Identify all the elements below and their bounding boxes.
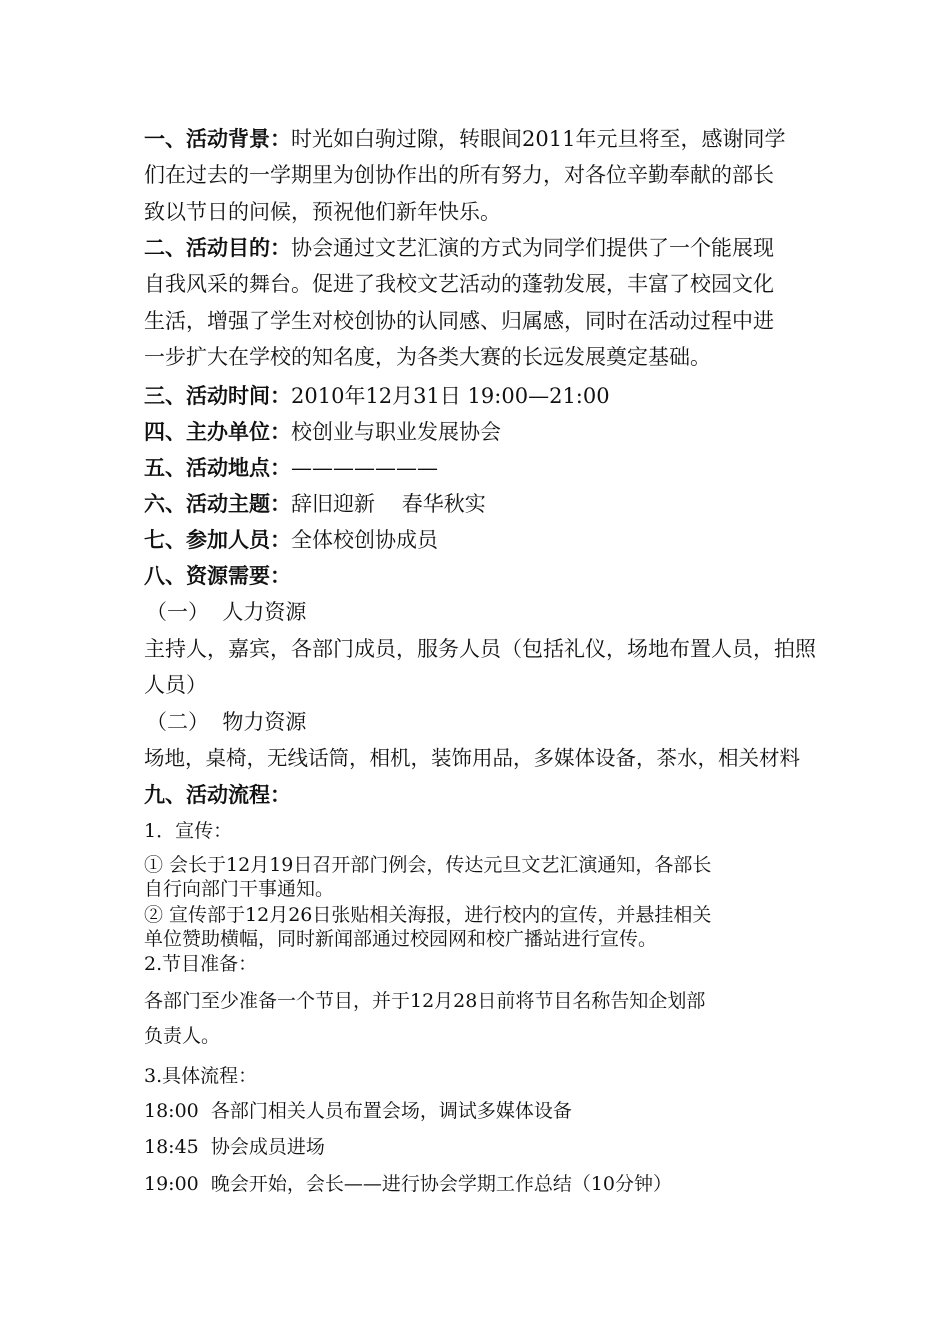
schedule-item-1: 18:00 各部门相关人员布置会场，调试多媒体设备: [144, 1100, 572, 1122]
goal-line-2: 自我风采的舞台。促进了我校文艺活动的蓬勃发展，丰富了校园文化: [144, 272, 774, 296]
theme-text: 辞旧迎新 春华秋实: [291, 492, 486, 516]
host-text: 校创业与职业发展协会: [291, 420, 501, 444]
goal-line-4: 一步扩大在学校的知名度，为各类大赛的长远发展奠定基础。: [144, 345, 711, 369]
background-line-1: [144, 125, 816, 153]
goal-heading: 二、活动目的：: [144, 236, 291, 260]
goal-line-1: [144, 234, 816, 262]
theme-line: [144, 490, 816, 518]
host-line: [144, 418, 816, 446]
people-heading: 七、参加人员：: [144, 528, 291, 552]
schedule-title: 3.具体流程：: [144, 1065, 258, 1087]
publicity-item-2a: ② 宣传部于12月26日张贴相关海报，进行校内的宣传，并悬挂相关: [144, 904, 712, 926]
place-text: ———————: [291, 456, 438, 480]
people-text: 全体校创协成员: [291, 528, 438, 552]
program-prep-title: 2.节目准备：: [144, 953, 258, 975]
program-prep-line-1: 各部门至少准备一个节目，并于12月28日前将节目名称告知企划部: [144, 990, 706, 1012]
place-line: [144, 454, 816, 482]
resources-heading: 八、资源需要：: [144, 564, 291, 588]
human-resources-title: （一） 人力资源: [146, 600, 307, 624]
theme-heading: 六、活动主题：: [144, 492, 291, 516]
material-resources-title: （二） 物力资源: [146, 710, 307, 734]
human-resources-line-2: 人员）: [144, 673, 207, 697]
publicity-item-2b: 单位赞助横幅，同时新闻部通过校园网和校广播站进行宣传。: [144, 928, 658, 950]
background-text: 时光如白驹过隙，转眼间2011年元旦将至，感谢同学: [291, 127, 786, 151]
people-line: [144, 526, 816, 554]
host-heading: 四、主办单位：: [144, 420, 291, 444]
time-heading: 三、活动时间：: [144, 384, 291, 408]
human-resources-line-1: 主持人，嘉宾，各部门成员，服务人员（包括礼仪，场地布置人员，拍照: [144, 637, 816, 661]
goal-text: 协会通过文艺汇演的方式为同学们提供了一个能展现: [291, 236, 774, 260]
time-line: [144, 382, 816, 410]
background-line-2: 们在过去的一学期里为创协作出的所有努力，对各位辛勤奉献的部长: [144, 163, 774, 187]
background-heading: 一、活动背景：: [144, 127, 291, 151]
background-line-3: 致以节日的问候，预祝他们新年快乐。: [144, 200, 501, 224]
schedule-item-2: 18:45 协会成员进场: [144, 1136, 325, 1158]
schedule-item-3: 19:00 晚会开始，会长——进行协会学期工作总结（10分钟）: [144, 1173, 673, 1195]
material-resources-text: 场地，桌椅，无线话筒，相机，装饰用品，多媒体设备，茶水，相关材料: [144, 746, 800, 770]
publicity-title: 1．宣传：: [144, 820, 233, 842]
publicity-item-1b: 自行向部门干事通知。: [144, 878, 335, 900]
time-text: 2010年12月31日 19:00—21:00: [291, 384, 610, 408]
publicity-item-1a: ① 会长于12月19日召开部门例会，传达元旦文艺汇演通知，各部长: [144, 854, 712, 876]
place-heading: 五、活动地点：: [144, 456, 291, 480]
goal-line-3: 生活，增强了学生对校创协的认同感、归属感，同时在活动过程中进: [144, 309, 774, 333]
program-prep-line-2: 负责人。: [144, 1025, 221, 1047]
flow-heading: 九、活动流程：: [144, 783, 291, 807]
